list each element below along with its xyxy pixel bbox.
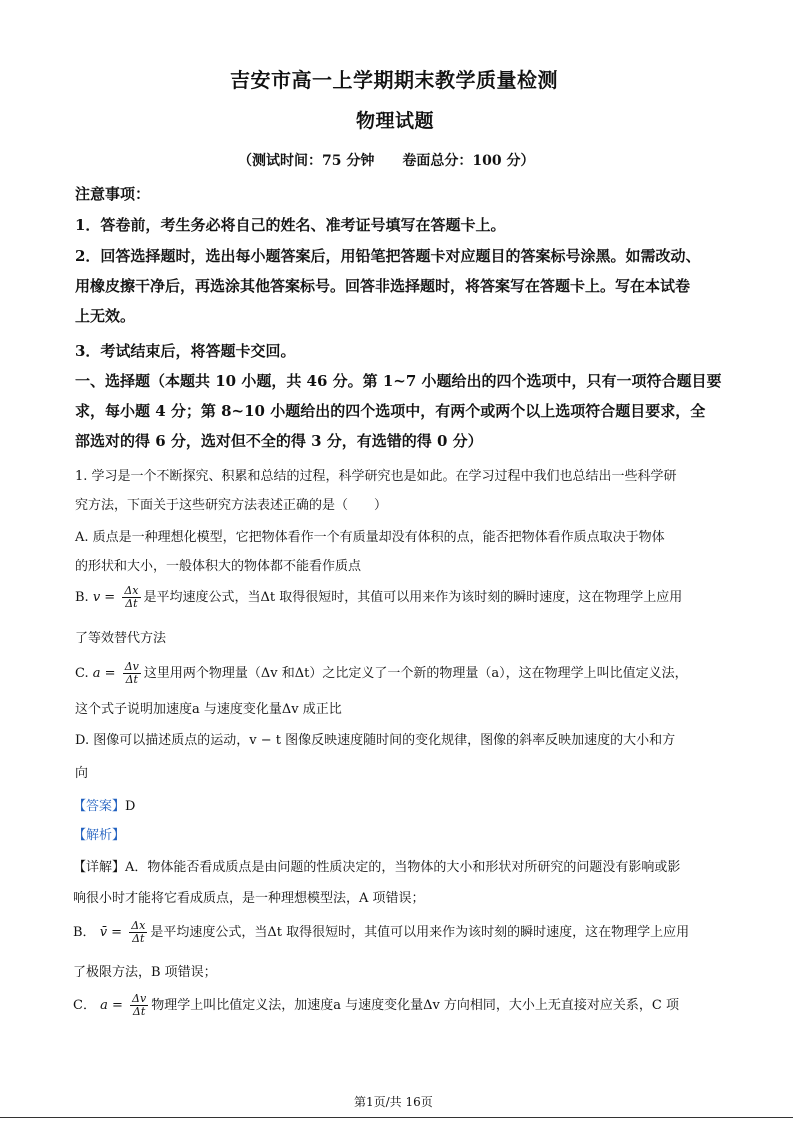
- fraction-denominator: Δt: [132, 1005, 146, 1018]
- fraction-denominator: Δt: [125, 673, 138, 686]
- option-a-line2: 的形状和大小，一般体积大的物体都不能看作质点: [75, 559, 362, 574]
- notice-item-2: 2．回答选择题时，选出每小题答案后，用铅笔把答题卡对应题目的答案标号涂黑。如需改动、: [75, 247, 701, 265]
- section-heading-line2: 求，每小题 4 分；第 8~10 小题给出的四个选项中，有两个或两个以上选项符合题目要求，全: [75, 402, 706, 420]
- formula-lhs: a =: [92, 666, 116, 681]
- detail-c-prefix: C．: [73, 998, 96, 1013]
- detail-a: 【详解】A．物体能否看成质点是由问题的性质决定的，当物体的大小和形状对所研究的问题没有影响或影: [73, 860, 681, 875]
- option-b-line2: 了等效替代方法: [75, 631, 167, 646]
- question-stem: 1. 学习是一个不断探究、积累和总结的过程，科学研究也是如此。在学习过程中我们也总结出一些科学研: [75, 469, 677, 484]
- detail-b-text: 是平均速度公式，当Δt 取得很短时，其值可以用来作为该时刻的瞬时速度，这在物理学上应用: [150, 925, 690, 940]
- detail-b: [73, 920, 689, 945]
- fraction-numerator: Δv: [124, 660, 139, 673]
- page-title: 吉安市高一上学期期末教学质量检测: [230, 68, 558, 92]
- formula-lhs: v̄ =: [99, 925, 123, 940]
- option-d: D. 图像可以描述质点的运动，v − t 图像反映速度随时间的变化规律，图像的斜率反映加速度的大小和方: [75, 733, 676, 748]
- option-c-text: 这里用两个物理量（Δv 和Δt）之比定义了一个新的物理量（a），这在物理学上叫比值定义法，: [143, 666, 688, 681]
- notice-heading: 注意事项：: [75, 185, 151, 203]
- bottom-rule: [0, 1117, 793, 1118]
- fraction-numerator: Δx: [124, 584, 139, 597]
- section-heading-line3: 部选对的得 6 分，选对但不全的得 3 分，有选错的得 0 分）: [75, 432, 483, 450]
- option-b-text: 是平均速度公式，当Δt 取得很短时，其值可以用来作为该时刻的瞬时速度，这在物理学上应用: [143, 590, 683, 605]
- notice-item-3: 3．考试结束后，将答题卡交回。: [75, 342, 296, 360]
- answer-label: 【答案】: [73, 799, 126, 814]
- option-b-prefix: B.: [75, 590, 89, 605]
- option-b: [75, 585, 682, 610]
- option-c: [75, 661, 688, 686]
- notice-item-2-cont: 用橡皮擦干净后，再选涂其他答案标号。回答非选择题时，将答案写在答题卡上。写在本试卷: [75, 277, 691, 295]
- detail-a-line2: 响很小时才能将它看成质点，是一种理想模型法，A 项错误；: [73, 891, 425, 906]
- notice-item-2-end: 上无效。: [75, 307, 136, 325]
- question-stem-line2: 究方法，下面关于这些研究方法表述正确的是（ ）: [75, 498, 388, 513]
- detail-b-line2: 了极限方法，B 项错误；: [73, 965, 217, 980]
- formula-lhs: v =: [92, 590, 116, 605]
- fraction-denominator: Δt: [132, 932, 145, 945]
- formula-fraction: [123, 661, 141, 686]
- section-heading: 一、选择题（本题共 10 小题，共 46 分。第 1~7 小题给出的四个选项中，只有一项符合题目要: [75, 372, 722, 390]
- option-c-line2: 这个式子说明加速度a 与速度变化量Δv 成正比: [75, 702, 342, 717]
- option-c-prefix: C.: [75, 666, 89, 681]
- fraction-numerator: Δv: [132, 992, 147, 1005]
- detail-c-text: 物理学上叫比值定义法，加速度a 与速度变化量Δv 方向相同，大小上无直接对应关系，C 项: [151, 998, 680, 1013]
- page-subtitle: 物理试题: [356, 110, 435, 132]
- formula-lhs: a =: [100, 998, 123, 1013]
- detail-b-prefix: B．: [73, 925, 96, 940]
- answer-line: [73, 795, 135, 814]
- option-d-line2: 向: [75, 766, 89, 781]
- detail-c: [73, 993, 679, 1018]
- answer-value: D: [125, 799, 136, 814]
- option-a: A. 质点是一种理想化模型，它把物体看作一个有质量却没有体积的点，能否把物体看作质点取决于物体: [75, 530, 665, 545]
- fraction-denominator: Δt: [125, 597, 138, 610]
- formula-fraction: [129, 920, 147, 945]
- formula-fraction: [130, 993, 148, 1018]
- fraction-numerator: Δx: [131, 919, 146, 932]
- page-number: 第1页/共 16页: [354, 1095, 433, 1109]
- notice-item-1: 1．答卷前，考生务必将自己的姓名、准考证号填写在答题卡上。: [75, 216, 506, 234]
- analysis-label: 【解析】: [73, 828, 126, 843]
- formula-fraction: [122, 585, 140, 610]
- time-info: （测试时间：75 分钟 卷面总分：100 分）: [238, 153, 535, 169]
